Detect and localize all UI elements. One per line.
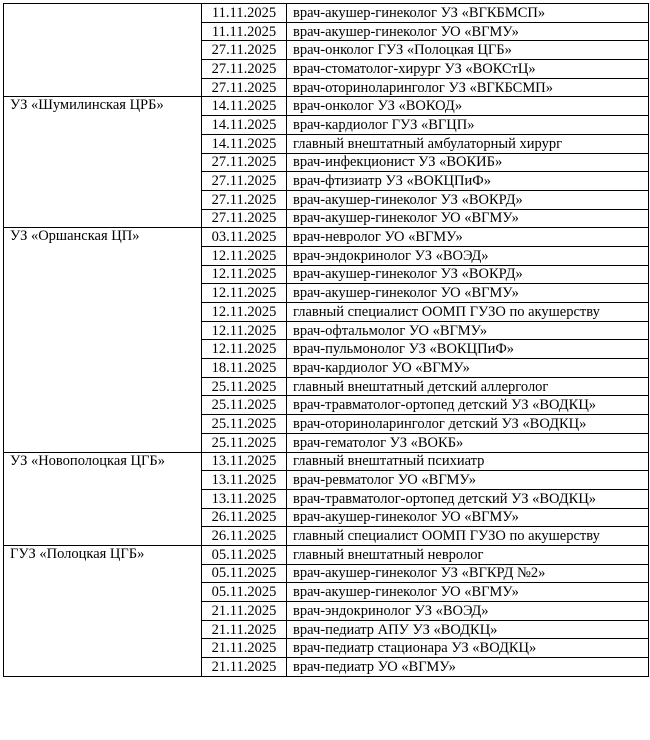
date-cell: 21.11.2025 (202, 639, 287, 658)
date-cell: 12.11.2025 (202, 303, 287, 322)
institution-cell: УЗ «Новополоцкая ЦГБ» (4, 452, 202, 545)
specialist-cell: врач-пульмонолог УЗ «ВОКЦПиФ» (287, 340, 649, 359)
table-row (4, 97, 649, 116)
date-cell: 12.11.2025 (202, 321, 287, 340)
specialist-cell: врач-онколог ГУЗ «Полоцкая ЦГБ» (287, 41, 649, 60)
date-cell: 27.11.2025 (202, 153, 287, 172)
specialist-cell: врач-акушер-гинеколог УЗ «ВОКРД» (287, 190, 649, 209)
specialist-cell: врач-акушер-гинеколог УЗ «ВГКРД №2» (287, 564, 649, 583)
specialist-cell: врач-оториноларинголог детский УЗ «ВОДКЦ» (287, 415, 649, 434)
date-cell: 14.11.2025 (202, 97, 287, 116)
date-cell: 05.11.2025 (202, 564, 287, 583)
specialist-cell: врач-оториноларинголог УЗ «ВГКБСМП» (287, 78, 649, 97)
specialist-cell: врач-кардиолог УО «ВГМУ» (287, 359, 649, 378)
specialist-cell: главный внештатный амбулаторный хирург (287, 134, 649, 153)
specialist-cell: главный внештатный психиатр (287, 452, 649, 471)
date-cell: 05.11.2025 (202, 545, 287, 564)
schedule-table (3, 3, 649, 677)
specialist-cell: врач-фтизиатр УЗ «ВОКЦПиФ» (287, 172, 649, 191)
specialist-cell: врач-акушер-гинеколог УО «ВГМУ» (287, 284, 649, 303)
date-cell: 25.11.2025 (202, 396, 287, 415)
date-cell: 12.11.2025 (202, 340, 287, 359)
date-cell: 11.11.2025 (202, 22, 287, 41)
specialist-cell: врач-акушер-гинеколог УО «ВГМУ» (287, 22, 649, 41)
date-cell: 27.11.2025 (202, 60, 287, 79)
specialist-cell: врач-акушер-гинеколог УО «ВГМУ» (287, 209, 649, 228)
specialist-cell: врач-педиатр АПУ УЗ «ВОДКЦ» (287, 620, 649, 639)
specialist-cell: врач-акушер-гинеколог УО «ВГМУ» (287, 508, 649, 527)
date-cell: 12.11.2025 (202, 284, 287, 303)
specialist-cell: врач-акушер-гинеколог УО «ВГМУ» (287, 583, 649, 602)
date-cell: 27.11.2025 (202, 41, 287, 60)
specialist-cell: врач-эндокринолог УЗ «ВОЭД» (287, 602, 649, 621)
specialist-cell: главный внештатный детский аллерголог (287, 377, 649, 396)
date-cell: 21.11.2025 (202, 602, 287, 621)
specialist-cell: врач-инфекционист УЗ «ВОКИБ» (287, 153, 649, 172)
table-row (4, 228, 649, 247)
specialist-cell: врач-ревматолог УО «ВГМУ» (287, 471, 649, 490)
table-row (4, 545, 649, 564)
specialist-cell: врач-стоматолог-хирург УЗ «ВОКСтЦ» (287, 60, 649, 79)
specialist-cell: врач-гематолог УЗ «ВОКБ» (287, 433, 649, 452)
date-cell: 27.11.2025 (202, 190, 287, 209)
specialist-cell: врач-невролог УО «ВГМУ» (287, 228, 649, 247)
table-row (4, 452, 649, 471)
date-cell: 03.11.2025 (202, 228, 287, 247)
specialist-cell: врач-педиатр стационара УЗ «ВОДКЦ» (287, 639, 649, 658)
table-row (4, 4, 649, 23)
specialist-cell: врач-эндокринолог УЗ «ВОЭД» (287, 246, 649, 265)
specialist-cell: врач-травматолог-ортопед детский УЗ «ВОДКЦ» (287, 489, 649, 508)
date-cell: 11.11.2025 (202, 4, 287, 23)
date-cell: 25.11.2025 (202, 433, 287, 452)
institution-cell: УЗ «Шумилинская ЦРБ» (4, 97, 202, 228)
date-cell: 27.11.2025 (202, 209, 287, 228)
date-cell: 13.11.2025 (202, 471, 287, 490)
specialist-cell: главный специалист ООМП ГУЗО по акушерству (287, 527, 649, 546)
institution-cell: УЗ «Оршанская ЦП» (4, 228, 202, 452)
date-cell: 27.11.2025 (202, 78, 287, 97)
institution-cell (4, 4, 202, 97)
specialist-cell: главный внештатный невролог (287, 545, 649, 564)
date-cell: 18.11.2025 (202, 359, 287, 378)
date-cell: 26.11.2025 (202, 508, 287, 527)
date-cell: 12.11.2025 (202, 246, 287, 265)
specialist-cell: врач-педиатр УО «ВГМУ» (287, 658, 649, 677)
date-cell: 14.11.2025 (202, 134, 287, 153)
date-cell: 14.11.2025 (202, 116, 287, 135)
date-cell: 27.11.2025 (202, 172, 287, 191)
specialist-cell: врач-кардиолог ГУЗ «ВГЦП» (287, 116, 649, 135)
date-cell: 26.11.2025 (202, 527, 287, 546)
specialist-cell: врач-офтальмолог УО «ВГМУ» (287, 321, 649, 340)
date-cell: 25.11.2025 (202, 415, 287, 434)
specialist-cell: главный специалист ООМП ГУЗО по акушерству (287, 303, 649, 322)
specialist-cell: врач-травматолог-ортопед детский УЗ «ВОДКЦ» (287, 396, 649, 415)
specialist-cell: врач-акушер-гинеколог УЗ «ВГКБМСП» (287, 4, 649, 23)
specialist-cell: врач-онколог УЗ «ВОКОД» (287, 97, 649, 116)
date-cell: 21.11.2025 (202, 620, 287, 639)
schedule-table-body (4, 4, 649, 677)
institution-cell: ГУЗ «Полоцкая ЦГБ» (4, 545, 202, 676)
specialist-cell: врач-акушер-гинеколог УЗ «ВОКРД» (287, 265, 649, 284)
date-cell: 13.11.2025 (202, 452, 287, 471)
date-cell: 12.11.2025 (202, 265, 287, 284)
date-cell: 13.11.2025 (202, 489, 287, 508)
date-cell: 05.11.2025 (202, 583, 287, 602)
date-cell: 21.11.2025 (202, 658, 287, 677)
date-cell: 25.11.2025 (202, 377, 287, 396)
